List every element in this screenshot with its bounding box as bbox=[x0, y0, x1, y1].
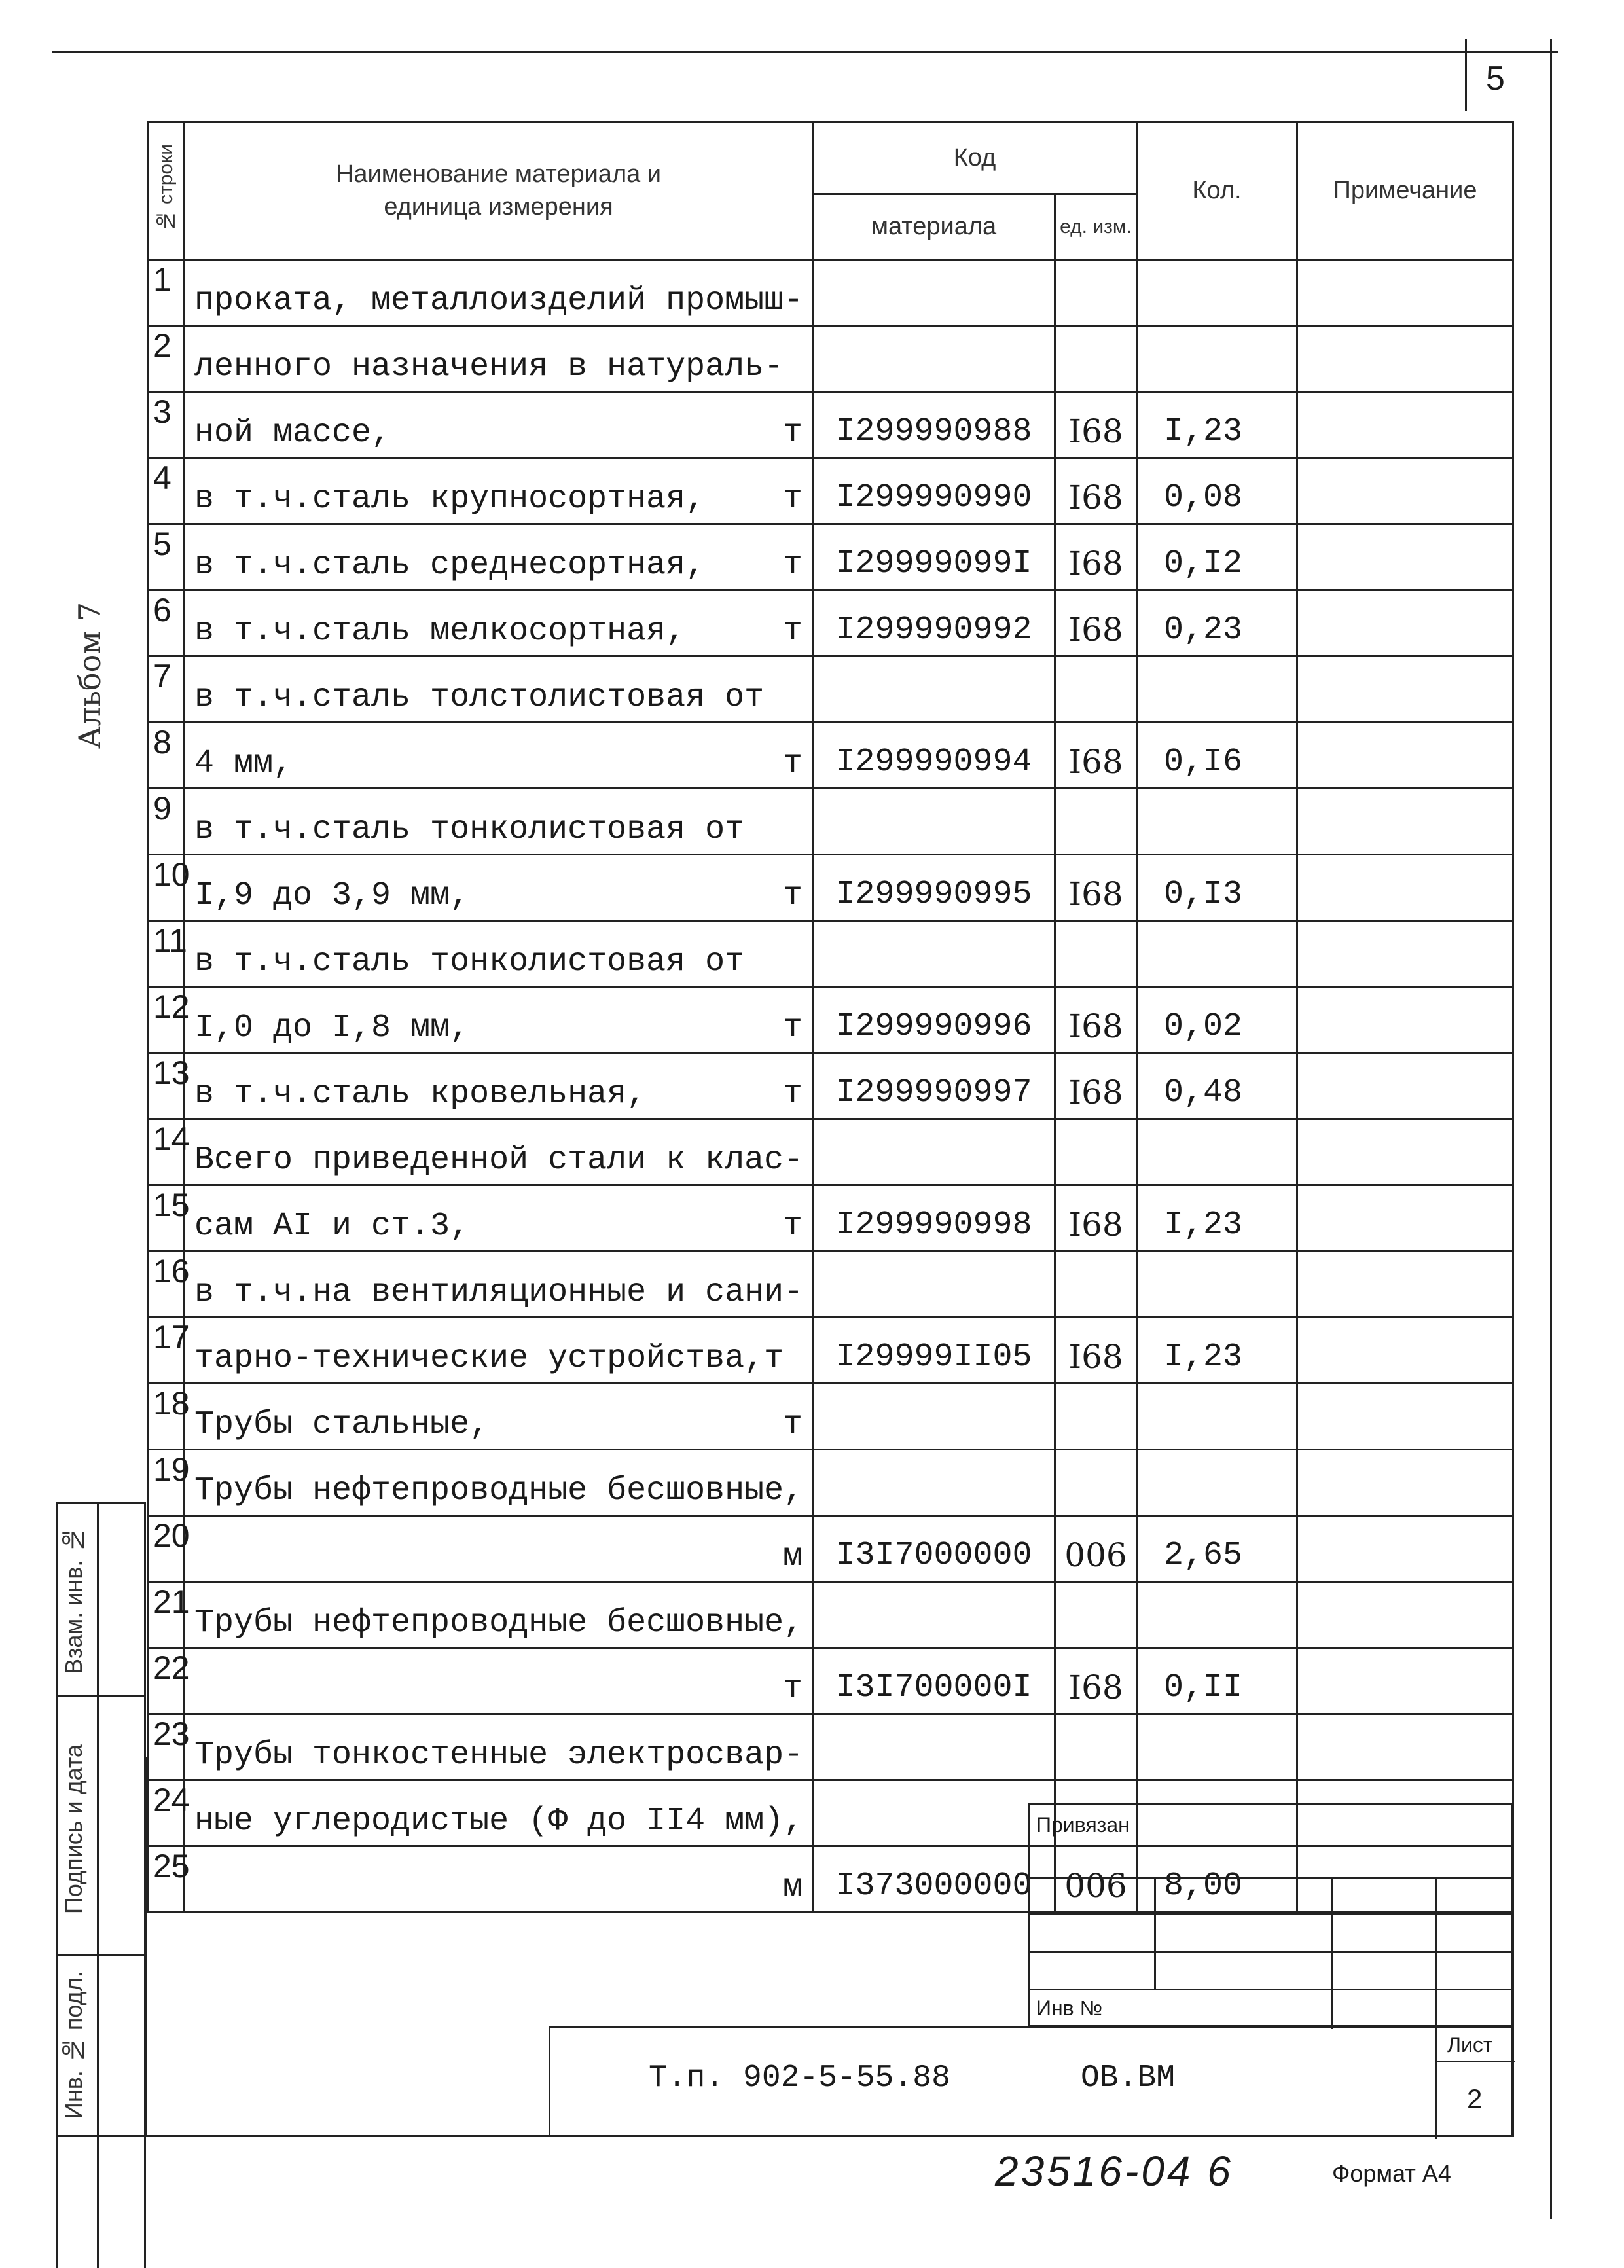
quantity bbox=[1137, 1384, 1297, 1450]
material-name-text: проката, металлоизделий промыш- bbox=[194, 282, 804, 319]
material-code bbox=[813, 260, 1055, 326]
material-name-text: ной массе, bbox=[194, 414, 391, 452]
material-code: I299990997 bbox=[813, 1053, 1055, 1119]
sheet-number: 2 bbox=[1467, 2083, 1483, 2114]
stamp-podpis: Подпись и дата bbox=[60, 1744, 87, 1915]
table-row bbox=[149, 921, 1513, 987]
note-cell bbox=[1297, 1714, 1513, 1780]
note-cell bbox=[1297, 1582, 1513, 1648]
handwritten-number: 23516-04 6 bbox=[995, 2148, 1233, 2195]
unit-code bbox=[1055, 921, 1137, 987]
material-code bbox=[813, 1714, 1055, 1780]
quantity bbox=[1137, 326, 1297, 392]
material-name-text: в т.ч.сталь кровельная, bbox=[194, 1075, 647, 1113]
quantity bbox=[1137, 789, 1297, 855]
unit-code bbox=[1055, 1714, 1137, 1780]
stamp-left-border bbox=[56, 1502, 58, 2268]
material-unit-letter: т bbox=[782, 1208, 803, 1245]
header-qty: Кол. bbox=[1137, 122, 1297, 260]
unit-code bbox=[1055, 326, 1137, 392]
unit-code bbox=[1055, 1251, 1137, 1318]
row-number: 8 bbox=[149, 723, 185, 789]
header-code-material: материала bbox=[813, 194, 1055, 260]
album-label: Альбом 7 bbox=[72, 602, 107, 749]
note-cell bbox=[1297, 524, 1513, 590]
table-row bbox=[149, 1318, 1513, 1384]
note-cell bbox=[1297, 1318, 1513, 1384]
material-name bbox=[185, 1516, 813, 1582]
stamp-top bbox=[56, 1502, 146, 1504]
quantity: I,23 bbox=[1137, 1185, 1297, 1251]
material-name bbox=[185, 1318, 813, 1384]
header-row-no: № строки bbox=[149, 122, 185, 260]
header-code-unit: ед. изм. bbox=[1055, 194, 1137, 260]
row-number: 15 bbox=[149, 1185, 185, 1251]
material-unit-letter: т bbox=[782, 1009, 803, 1047]
unit-code bbox=[1055, 260, 1137, 326]
unit-code: I68 bbox=[1055, 723, 1137, 789]
stamp-div-1 bbox=[56, 1695, 146, 1697]
quantity: 0,I6 bbox=[1137, 723, 1297, 789]
material-name bbox=[185, 1714, 813, 1780]
table-row bbox=[149, 1714, 1513, 1780]
note-cell bbox=[1297, 1384, 1513, 1450]
table-row bbox=[149, 1384, 1513, 1450]
material-name-text: Трубы нефтепроводные бесшовные, bbox=[194, 1604, 804, 1642]
row-number: 3 bbox=[149, 392, 185, 458]
material-name bbox=[185, 392, 813, 458]
material-code: I29999II05 bbox=[813, 1318, 1055, 1384]
quantity bbox=[1137, 1251, 1297, 1318]
table-row bbox=[149, 1450, 1513, 1516]
table-row bbox=[149, 1516, 1513, 1582]
header-code: Код bbox=[813, 122, 1137, 194]
quantity bbox=[1137, 1450, 1297, 1516]
material-name-text: в т.ч.сталь мелкосортная, bbox=[194, 613, 686, 650]
unit-code: 006 bbox=[1055, 1846, 1137, 1913]
row-number: 4 bbox=[149, 458, 185, 524]
page-number-divider bbox=[1465, 39, 1467, 111]
material-name bbox=[185, 524, 813, 590]
table-row bbox=[149, 1053, 1513, 1119]
material-unit-letter: т bbox=[782, 1406, 803, 1443]
unit-code bbox=[1055, 1582, 1137, 1648]
material-code: I299990992 bbox=[813, 590, 1055, 657]
table-row bbox=[149, 260, 1513, 326]
material-name-text: I,0 до I,8 мм, bbox=[194, 1009, 470, 1047]
material-code bbox=[813, 657, 1055, 723]
material-name bbox=[185, 987, 813, 1053]
table-row bbox=[149, 1648, 1513, 1714]
material-code bbox=[813, 1251, 1055, 1318]
quantity: I,23 bbox=[1137, 1318, 1297, 1384]
stamp-inv: Инв. № подл. bbox=[60, 1971, 87, 2120]
material-code: I3I700000I bbox=[813, 1648, 1055, 1714]
note-cell bbox=[1297, 657, 1513, 723]
material-name bbox=[185, 326, 813, 392]
material-name bbox=[185, 590, 813, 657]
table-row bbox=[149, 789, 1513, 855]
row-number: 20 bbox=[149, 1516, 185, 1582]
quantity: 0,02 bbox=[1137, 987, 1297, 1053]
doc-code: Т.п. 902-5-55.88 bbox=[649, 2061, 950, 2096]
material-name-text: в т.ч.сталь тонколистовая от bbox=[194, 811, 745, 848]
header-name: Наименование материала и единица измерения bbox=[185, 122, 813, 260]
material-unit-letter: т bbox=[782, 745, 803, 782]
unit-code: I68 bbox=[1055, 1185, 1137, 1251]
material-name bbox=[185, 855, 813, 921]
note-cell bbox=[1297, 458, 1513, 524]
material-code: I29999099I bbox=[813, 524, 1055, 590]
quantity bbox=[1137, 1714, 1297, 1780]
note-cell bbox=[1297, 260, 1513, 326]
material-name bbox=[185, 1846, 813, 1913]
unit-code bbox=[1055, 657, 1137, 723]
inv-grid bbox=[1028, 1877, 1513, 2027]
right-margin-line bbox=[1550, 39, 1552, 2219]
material-name-text: сам АI и ст.3, bbox=[194, 1208, 470, 1245]
material-code: I299990994 bbox=[813, 723, 1055, 789]
inv-no-label: Инв № bbox=[1036, 1996, 1102, 2020]
material-code: I299990998 bbox=[813, 1185, 1055, 1251]
material-name bbox=[185, 1582, 813, 1648]
material-code bbox=[813, 921, 1055, 987]
material-name bbox=[185, 1053, 813, 1119]
material-unit-letter: т bbox=[782, 480, 803, 518]
page-number: 5 bbox=[1486, 60, 1505, 98]
material-name-text: ные углеродистые (Ф до II4 мм), bbox=[194, 1803, 804, 1840]
row-number: 23 bbox=[149, 1714, 185, 1780]
material-name bbox=[185, 789, 813, 855]
unit-code: I68 bbox=[1055, 524, 1137, 590]
note-cell bbox=[1297, 392, 1513, 458]
material-unit-letter: т bbox=[782, 1075, 803, 1113]
note-cell bbox=[1297, 855, 1513, 921]
unit-code bbox=[1055, 1119, 1137, 1185]
row-number: 5 bbox=[149, 524, 185, 590]
table-row bbox=[149, 524, 1513, 590]
note-cell bbox=[1297, 921, 1513, 987]
material-name-text: Трубы стальные, bbox=[194, 1406, 490, 1443]
table-row bbox=[149, 1251, 1513, 1318]
material-code bbox=[813, 1582, 1055, 1648]
material-name bbox=[185, 1780, 813, 1846]
table-row bbox=[149, 590, 1513, 657]
material-unit-letter: т bbox=[782, 547, 803, 584]
table-row bbox=[149, 855, 1513, 921]
material-code bbox=[813, 789, 1055, 855]
quantity bbox=[1137, 1119, 1297, 1185]
material-name-text: Трубы тонкостенные электросвар- bbox=[194, 1737, 804, 1774]
material-name-text: в т.ч.сталь толстолистовая от bbox=[194, 679, 765, 716]
material-code bbox=[813, 1780, 1055, 1846]
row-number: 9 bbox=[149, 789, 185, 855]
stamp-vzam: Взам. инв. № bbox=[60, 1526, 87, 1674]
quantity bbox=[1137, 260, 1297, 326]
material-code bbox=[813, 1119, 1055, 1185]
row-number: 2 bbox=[149, 326, 185, 392]
stamp-bottom bbox=[56, 2135, 146, 2137]
row-number: 10 bbox=[149, 855, 185, 921]
material-name-text: I,9 до 3,9 мм, bbox=[194, 877, 470, 914]
note-cell bbox=[1297, 1450, 1513, 1516]
privyazan-box: Привязан bbox=[1028, 1803, 1513, 1879]
note-cell bbox=[1297, 1251, 1513, 1318]
material-name bbox=[185, 458, 813, 524]
quantity: 0,I2 bbox=[1137, 524, 1297, 590]
material-name bbox=[185, 921, 813, 987]
material-name-text: Трубы нефтепроводные бесшовные, bbox=[194, 1472, 804, 1509]
quantity: 0,II bbox=[1137, 1648, 1297, 1714]
row-number: 12 bbox=[149, 987, 185, 1053]
row-number: 7 bbox=[149, 657, 185, 723]
material-code: I373000000 bbox=[813, 1846, 1055, 1913]
material-name bbox=[185, 723, 813, 789]
material-name-text: в т.ч.сталь крупносортная, bbox=[194, 480, 706, 518]
quantity bbox=[1137, 1582, 1297, 1648]
unit-code: I68 bbox=[1055, 1648, 1137, 1714]
note-cell bbox=[1297, 1185, 1513, 1251]
material-unit-letter: т bbox=[782, 877, 803, 914]
material-unit-letter: т bbox=[782, 613, 803, 650]
quantity bbox=[1137, 921, 1297, 987]
material-unit-letter: м bbox=[782, 1538, 803, 1575]
table-row bbox=[149, 1119, 1513, 1185]
row-number: 14 bbox=[149, 1119, 185, 1185]
unit-code: 006 bbox=[1055, 1516, 1137, 1582]
unit-code bbox=[1055, 1384, 1137, 1450]
material-code: I299990988 bbox=[813, 392, 1055, 458]
material-name-text: Всего приведенной стали к клас- bbox=[194, 1142, 804, 1179]
quantity: 0,I3 bbox=[1137, 855, 1297, 921]
header-note: Примечание bbox=[1297, 122, 1513, 260]
table-row bbox=[149, 458, 1513, 524]
unit-code bbox=[1055, 789, 1137, 855]
format-label: Формат А4 bbox=[1332, 2160, 1451, 2187]
frame-left bbox=[145, 1757, 147, 2137]
stamp-div-2 bbox=[56, 1954, 146, 1956]
material-name bbox=[185, 1251, 813, 1318]
note-cell bbox=[1297, 987, 1513, 1053]
row-number: 13 bbox=[149, 1053, 185, 1119]
material-name bbox=[185, 260, 813, 326]
material-name bbox=[185, 657, 813, 723]
table-row bbox=[149, 326, 1513, 392]
note-cell bbox=[1297, 326, 1513, 392]
row-number: 21 bbox=[149, 1582, 185, 1648]
row-number: 17 bbox=[149, 1318, 185, 1384]
material-code bbox=[813, 1450, 1055, 1516]
row-number: 18 bbox=[149, 1384, 185, 1450]
material-name-text: в т.ч.сталь среднесортная, bbox=[194, 547, 706, 584]
table-row bbox=[149, 1185, 1513, 1251]
material-name bbox=[185, 1384, 813, 1450]
quantity: 0,08 bbox=[1137, 458, 1297, 524]
material-name-text: 4 мм, bbox=[194, 745, 293, 782]
note-cell bbox=[1297, 1648, 1513, 1714]
row-number: 22 bbox=[149, 1648, 185, 1714]
material-name-text: в т.ч.сталь тонколистовая от bbox=[194, 943, 745, 981]
unit-code bbox=[1055, 1450, 1137, 1516]
row-number: 1 bbox=[149, 260, 185, 326]
quantity bbox=[1137, 657, 1297, 723]
material-name-text: ленного назначения в натураль- bbox=[194, 348, 784, 386]
material-code: I3I7000000 bbox=[813, 1516, 1055, 1582]
row-number: 25 bbox=[149, 1846, 185, 1913]
title-box bbox=[549, 2026, 1513, 2137]
row-number: 6 bbox=[149, 590, 185, 657]
unit-code: I68 bbox=[1055, 987, 1137, 1053]
material-code: I299990996 bbox=[813, 987, 1055, 1053]
table-row bbox=[149, 1582, 1513, 1648]
row-number: 19 bbox=[149, 1450, 185, 1516]
note-cell bbox=[1297, 1516, 1513, 1582]
row-number: 16 bbox=[149, 1251, 185, 1318]
top-rule bbox=[52, 51, 1558, 53]
doc-mark: ОВ.ВМ bbox=[1081, 2061, 1176, 2096]
material-unit-letter: т bbox=[782, 1670, 803, 1708]
material-name bbox=[185, 1450, 813, 1516]
material-code bbox=[813, 1384, 1055, 1450]
quantity: 0,48 bbox=[1137, 1053, 1297, 1119]
table-row bbox=[149, 723, 1513, 789]
material-name-text: в т.ч.на вентиляционные и сани- bbox=[194, 1274, 804, 1311]
unit-code: I68 bbox=[1055, 590, 1137, 657]
unit-code: I68 bbox=[1055, 1318, 1137, 1384]
unit-code: I68 bbox=[1055, 392, 1137, 458]
sheet-label: Лист bbox=[1447, 2033, 1493, 2057]
quantity: I,23 bbox=[1137, 392, 1297, 458]
material-unit-letter: м bbox=[782, 1869, 803, 1906]
unit-code: I68 bbox=[1055, 855, 1137, 921]
material-code: I299990995 bbox=[813, 855, 1055, 921]
quantity: 2,65 bbox=[1137, 1516, 1297, 1582]
row-number: 24 bbox=[149, 1780, 185, 1846]
note-cell bbox=[1297, 789, 1513, 855]
note-cell bbox=[1297, 1119, 1513, 1185]
unit-code: I68 bbox=[1055, 458, 1137, 524]
material-code bbox=[813, 326, 1055, 392]
material-name-text: тарно-технические устройства,т bbox=[194, 1340, 784, 1377]
note-cell bbox=[1297, 723, 1513, 789]
quantity: 8,00 bbox=[1137, 1846, 1297, 1913]
unit-code: I68 bbox=[1055, 1053, 1137, 1119]
note-cell bbox=[1297, 1053, 1513, 1119]
table-row bbox=[149, 657, 1513, 723]
material-name bbox=[185, 1119, 813, 1185]
table-row bbox=[149, 987, 1513, 1053]
material-name bbox=[185, 1185, 813, 1251]
stamp-mid-border bbox=[97, 1502, 99, 2268]
quantity: 0,23 bbox=[1137, 590, 1297, 657]
row-number: 11 bbox=[149, 921, 185, 987]
material-name bbox=[185, 1648, 813, 1714]
table-row bbox=[149, 392, 1513, 458]
material-unit-letter: т bbox=[782, 414, 803, 452]
material-code: I299990990 bbox=[813, 458, 1055, 524]
note-cell bbox=[1297, 590, 1513, 657]
